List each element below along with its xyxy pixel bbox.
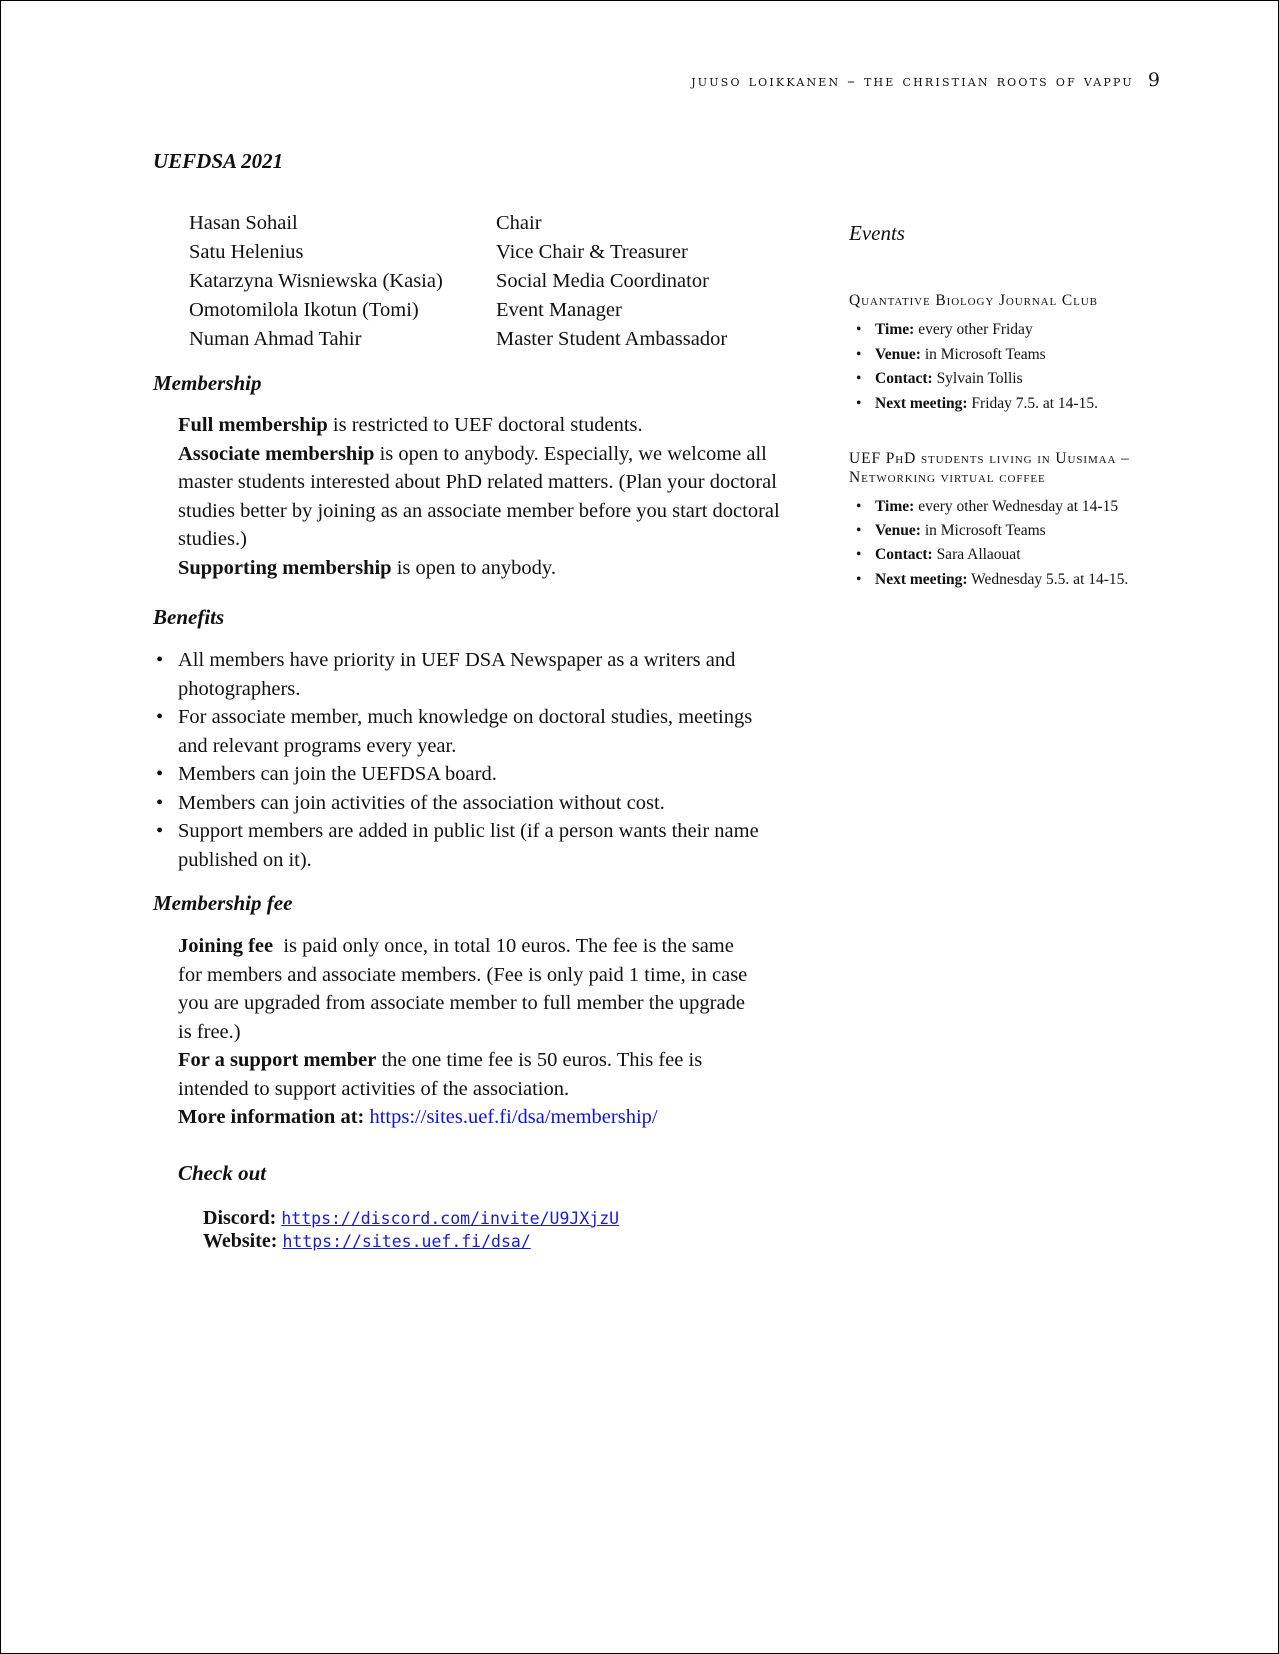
- contact-value: Sara Allaouat: [932, 546, 1021, 563]
- joining-fee: [178, 932, 758, 1046]
- venue-value: in Microsoft Teams: [920, 521, 1046, 539]
- list-item: [849, 544, 1129, 566]
- venue-label: Venue:: [875, 521, 921, 539]
- supporting-membership-text: is open to anybody.: [391, 556, 556, 579]
- more-info: [178, 1103, 758, 1132]
- list-item: [849, 319, 1149, 341]
- membership-link[interactable]: https://sites.uef.fi/dsa/membership/: [369, 1106, 658, 1128]
- board-member-name: Satu Helenius: [189, 241, 304, 263]
- next-meeting-value: Wednesday 5.5. at 14-15.: [967, 570, 1129, 588]
- time-value: every other Wednesday at 14-15: [914, 498, 1119, 515]
- checkout-links: [203, 1207, 803, 1253]
- board-member-role: Master Student Ambassador: [496, 328, 728, 350]
- full-membership-label: Full membership: [178, 414, 328, 436]
- website-row: [203, 1230, 803, 1253]
- supporting-membership: [178, 554, 788, 583]
- associate-membership: [178, 440, 788, 554]
- board-member-name: Hasan Sohail: [189, 212, 298, 234]
- membership-title: Membership: [153, 371, 262, 395]
- list-item: • All members have priority in UEF DSA Newspaper as a writers and photographers.: [153, 646, 768, 703]
- discord-link[interactable]: https://discord.com/invite/U9JXjzU: [281, 1209, 620, 1228]
- list-item: [849, 569, 1129, 590]
- contact-label: Contact:: [875, 370, 933, 387]
- board-title: UEFDSA 2021: [153, 149, 284, 173]
- list-item: [849, 496, 1129, 517]
- website-label: Website:: [203, 1230, 278, 1252]
- list-item: • For associate member, much knowledge on doctoral studies, meetings and relevant programs every year.: [153, 703, 768, 760]
- support-fee-text: the one time fee is 50 euros. This fee is intended to support activities of the association.: [178, 1049, 703, 1100]
- time-label: Time:: [875, 321, 915, 338]
- board-member-role: Social Media Coordinator: [496, 270, 709, 292]
- support-fee: [178, 1046, 758, 1103]
- discord-label: Discord:: [203, 1207, 277, 1229]
- list-item: • Members can join the UEFDSA board.: [153, 760, 768, 789]
- page-number: 9: [1147, 69, 1160, 91]
- board-row: [189, 238, 796, 267]
- support-fee-label: For a support member: [178, 1049, 377, 1071]
- board-member-role: Chair: [496, 212, 542, 234]
- board-row: [189, 209, 796, 238]
- joining-fee-text: is paid only once, in total 10 euros. The fee is the same for members and associate members. (Fee is only paid 1 time, in case you are upgraded from associate member to full member the upgrade is free.): [178, 935, 753, 1043]
- list-item: [849, 344, 1149, 366]
- event-heading: Quantative Biology Journal Club: [849, 292, 1098, 309]
- board-member-name: Omotomilola Ikotun (Tomi): [189, 299, 419, 321]
- checkout-title: Check out: [178, 1161, 267, 1185]
- board-row: [189, 267, 796, 296]
- venue-value: in Microsoft Teams: [920, 345, 1046, 363]
- supporting-membership-label: Supporting membership: [178, 556, 392, 579]
- events-title: Events: [849, 221, 905, 245]
- event-details: [849, 319, 1149, 417]
- next-meeting-value: Friday 7.5. at 14-15.: [967, 394, 1098, 412]
- full-membership: [178, 411, 788, 440]
- associate-membership-label: Associate membership: [178, 442, 375, 465]
- more-info-label: More information at:: [178, 1106, 365, 1128]
- joining-fee-label: Joining fee: [178, 935, 274, 957]
- list-item: [849, 520, 1129, 542]
- board-member-name: Katarzyna Wisniewska (Kasia): [189, 270, 443, 292]
- membership-text: [178, 411, 788, 582]
- board-member-role: Event Manager: [496, 299, 622, 321]
- event-heading: UEF PhD students living in Uusimaa – Networking virtual coffee: [849, 450, 1130, 486]
- running-head: [691, 69, 1160, 91]
- running-title: juuso loikkanen – the christian roots of vappu: [691, 72, 1134, 90]
- next-meeting-label: Next meeting:: [875, 394, 968, 412]
- full-membership-text: is restricted to UEF doctoral students.: [327, 414, 643, 436]
- board-member-name: Numan Ahmad Tahir: [189, 328, 362, 350]
- time-value: every other Friday: [914, 321, 1033, 338]
- contact-value: Sylvain Tollis: [932, 370, 1023, 387]
- board-row: [189, 325, 796, 354]
- contact-label: Contact:: [875, 546, 933, 563]
- list-item: [849, 393, 1149, 415]
- event-details: [849, 496, 1129, 592]
- list-item: • Members can join activities of the association without cost.: [153, 789, 768, 818]
- next-meeting-label: Next meeting:: [875, 570, 968, 588]
- board-member-role: Vice Chair & Treasurer: [496, 241, 688, 263]
- associate-membership-text: is open to anybody. Especially, we welcome all master students interested about PhD related matters. (Plan your doctoral studies better by joining as an associate member before you start doctoral studies.): [178, 442, 780, 550]
- list-item: • Support members are added in public list (if a person wants their name published on it).: [153, 817, 768, 874]
- board-row: [189, 296, 796, 325]
- website-link[interactable]: https://sites.uef.fi/dsa/: [282, 1232, 531, 1251]
- list-item: [849, 368, 1149, 390]
- fee-text: [178, 932, 758, 1132]
- benefits-list: [153, 646, 768, 874]
- fee-title: Membership fee: [153, 891, 293, 915]
- time-label: Time:: [875, 498, 915, 515]
- benefits-title: Benefits: [153, 605, 225, 629]
- board-table: [189, 209, 796, 354]
- venue-label: Venue:: [875, 345, 921, 363]
- discord-row: [203, 1207, 803, 1230]
